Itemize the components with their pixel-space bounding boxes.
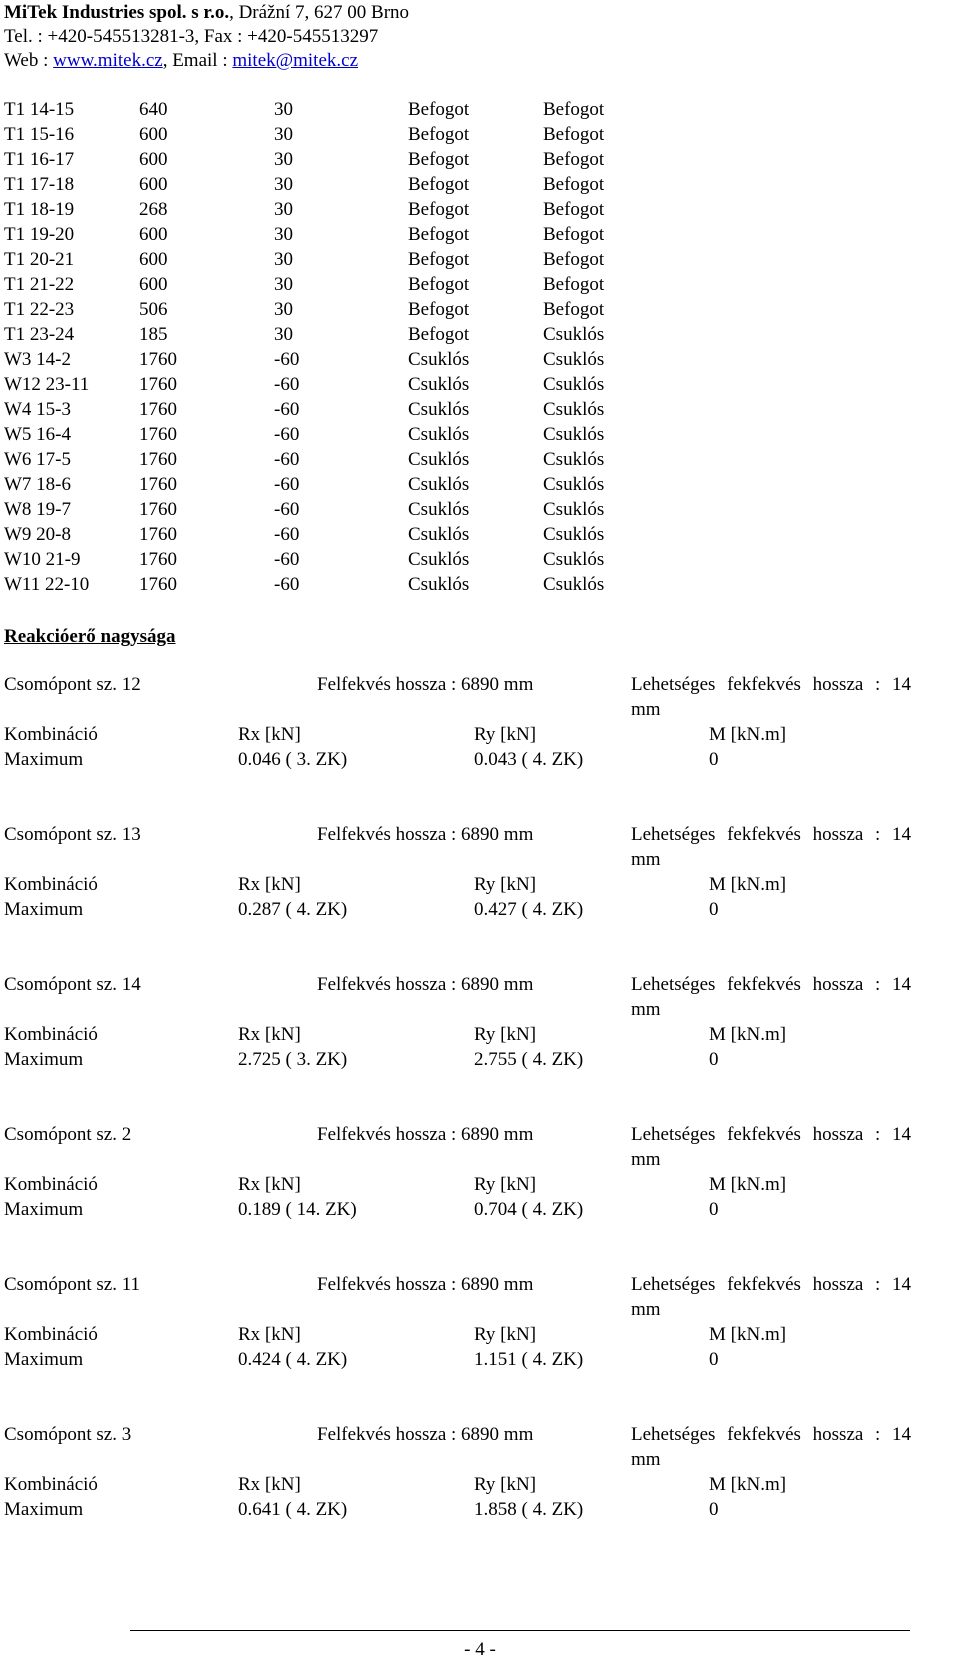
table-row	[4, 422, 704, 447]
m-value: 0	[709, 749, 719, 770]
reaction-header-row	[4, 722, 954, 747]
member-end-joint: Befogot	[543, 149, 605, 170]
combination-label: Maximum	[4, 1499, 84, 1520]
header-rx: Rx [kN]	[238, 1174, 301, 1195]
reaction-header-row	[4, 872, 954, 897]
header-m: M [kN.m]	[709, 1324, 787, 1345]
table-row	[4, 522, 704, 547]
member-end-joint: Befogot	[543, 274, 605, 295]
member-name: W4 15-3	[4, 399, 72, 420]
member-name: T1 18-19	[4, 199, 75, 220]
member-angle: 30	[274, 149, 293, 170]
member-end-joint: Csuklós	[543, 574, 605, 595]
table-row	[4, 197, 704, 222]
reaction-value-row	[4, 1197, 954, 1222]
node-info-line	[4, 1122, 954, 1172]
member-start-joint: Csuklós	[408, 449, 470, 470]
member-start-joint: Befogot	[408, 324, 470, 345]
member-start-joint: Csuklós	[408, 374, 470, 395]
m-value: 0	[709, 899, 719, 920]
table-row	[4, 97, 704, 122]
bearing-length: Felfekvés hossza : 6890 mm	[317, 1274, 534, 1295]
node-name: Csomópont sz. 12	[4, 674, 141, 695]
page-number: - 4 -	[464, 1639, 496, 1660]
possible-bearing-length: Lehetséges fekfekvés hossza : 14 mm	[631, 674, 911, 720]
member-end-joint: Befogot	[543, 99, 605, 120]
member-end-joint: Befogot	[543, 249, 605, 270]
member-end-joint: Csuklós	[543, 374, 605, 395]
member-name: T1 23-24	[4, 324, 75, 345]
header-ry: Ry [kN]	[474, 1324, 537, 1345]
email-link[interactable]: mitek@mitek.cz	[232, 50, 359, 71]
ry-value: 1.151 ( 4. ZK)	[474, 1349, 584, 1370]
section-title: Reakcióerő nagysága	[4, 626, 176, 647]
m-value: 0	[709, 1349, 719, 1370]
member-name: W12 23-11	[4, 374, 90, 395]
member-name: W5 16-4	[4, 424, 72, 445]
table-row	[4, 472, 704, 497]
member-end-joint: Csuklós	[543, 424, 605, 445]
member-length: 1760	[139, 349, 177, 370]
member-start-joint: Befogot	[408, 249, 470, 270]
header-ry: Ry [kN]	[474, 1174, 537, 1195]
member-end-joint: Csuklós	[543, 324, 605, 345]
member-name: W7 18-6	[4, 474, 72, 495]
header-combination: Kombináció	[4, 874, 98, 895]
member-name: T1 14-15	[4, 99, 75, 120]
member-name: W6 17-5	[4, 449, 72, 470]
member-length: 185	[139, 324, 168, 345]
reaction-value-row	[4, 1497, 954, 1522]
member-name: T1 20-21	[4, 249, 75, 270]
header-m: M [kN.m]	[709, 1174, 787, 1195]
table-row	[4, 572, 704, 597]
member-length: 600	[139, 249, 168, 270]
header-ry: Ry [kN]	[474, 724, 537, 745]
header-ry: Ry [kN]	[474, 1024, 537, 1045]
table-row	[4, 222, 704, 247]
member-angle: -60	[274, 449, 300, 470]
reaction-value-row	[4, 747, 954, 772]
member-end-joint: Befogot	[543, 299, 605, 320]
member-start-joint: Csuklós	[408, 349, 470, 370]
member-angle: 30	[274, 249, 293, 270]
member-name: T1 17-18	[4, 174, 75, 195]
member-end-joint: Befogot	[543, 199, 605, 220]
m-value: 0	[709, 1499, 719, 1520]
company-line	[4, 0, 904, 24]
member-angle: 30	[274, 99, 293, 120]
member-name: T1 21-22	[4, 274, 75, 295]
member-end-joint: Csuklós	[543, 349, 605, 370]
table-row	[4, 272, 704, 297]
table-row	[4, 247, 704, 272]
possible-bearing-length: Lehetséges fekfekvés hossza : 14 mm	[631, 1424, 911, 1470]
node-reaction-block	[4, 1122, 954, 1272]
reaction-header-row	[4, 1322, 954, 1347]
member-angle: 30	[274, 174, 293, 195]
member-end-joint: Csuklós	[543, 449, 605, 470]
member-length: 1760	[139, 574, 177, 595]
member-length: 1760	[139, 399, 177, 420]
member-angle: -60	[274, 549, 300, 570]
node-info-line	[4, 822, 954, 872]
member-length: 600	[139, 174, 168, 195]
member-angle: -60	[274, 374, 300, 395]
header-rx: Rx [kN]	[238, 1474, 301, 1495]
member-length: 600	[139, 124, 168, 145]
bearing-length: Felfekvés hossza : 6890 mm	[317, 974, 534, 995]
table-row	[4, 322, 704, 347]
node-name: Csomópont sz. 2	[4, 1124, 132, 1145]
member-name: W9 20-8	[4, 524, 72, 545]
member-start-joint: Csuklós	[408, 524, 470, 545]
table-row	[4, 397, 704, 422]
possible-bearing-length: Lehetséges fekfekvés hossza : 14 mm	[631, 824, 911, 870]
header-combination: Kombináció	[4, 724, 98, 745]
letterhead	[4, 0, 904, 72]
table-row	[4, 547, 704, 572]
member-end-joint: Csuklós	[543, 499, 605, 520]
member-name: T1 19-20	[4, 224, 75, 245]
member-end-joint: Csuklós	[543, 474, 605, 495]
node-info-line	[4, 1272, 954, 1322]
member-end-joint: Csuklós	[543, 399, 605, 420]
member-length: 1760	[139, 549, 177, 570]
header-m: M [kN.m]	[709, 1024, 787, 1045]
member-length: 600	[139, 149, 168, 170]
m-value: 0	[709, 1199, 719, 1220]
node-info-line	[4, 972, 954, 1022]
table-row	[4, 172, 704, 197]
member-angle: -60	[274, 424, 300, 445]
member-start-joint: Csuklós	[408, 574, 470, 595]
member-name: T1 16-17	[4, 149, 75, 170]
rx-value: 0.046 ( 3. ZK)	[238, 749, 348, 770]
header-ry: Ry [kN]	[474, 1474, 537, 1495]
rx-value: 0.641 ( 4. ZK)	[238, 1499, 348, 1520]
combination-label: Maximum	[4, 749, 84, 770]
member-angle: -60	[274, 474, 300, 495]
member-length: 268	[139, 199, 168, 220]
member-name: T1 15-16	[4, 124, 75, 145]
member-angle: -60	[274, 499, 300, 520]
header-m: M [kN.m]	[709, 874, 787, 895]
reaction-value-row	[4, 897, 954, 922]
node-reaction-block	[4, 972, 954, 1122]
member-start-joint: Csuklós	[408, 399, 470, 420]
possible-bearing-length: Lehetséges fekfekvés hossza : 14 mm	[631, 1124, 911, 1170]
ry-value: 2.755 ( 4. ZK)	[474, 1049, 584, 1070]
company-address: , Drážní 7, 627 00 Brno	[229, 2, 410, 23]
member-end-joint: Befogot	[543, 224, 605, 245]
member-name: W11 22-10	[4, 574, 90, 595]
table-row	[4, 447, 704, 472]
member-start-joint: Csuklós	[408, 499, 470, 520]
rx-value: 0.424 ( 4. ZK)	[238, 1349, 348, 1370]
bearing-length: Felfekvés hossza : 6890 mm	[317, 824, 534, 845]
combination-label: Maximum	[4, 1199, 84, 1220]
member-end-joint: Befogot	[543, 124, 605, 145]
member-name: T1 22-23	[4, 299, 75, 320]
possible-bearing-length: Lehetséges fekfekvés hossza : 14 mm	[631, 1274, 911, 1320]
node-reaction-block	[4, 1422, 954, 1572]
reactions-list	[4, 672, 954, 1572]
table-row	[4, 122, 704, 147]
node-name: Csomópont sz. 14	[4, 974, 141, 995]
web-label: Web :	[4, 50, 54, 71]
rx-value: 0.189 ( 14. ZK)	[238, 1199, 357, 1220]
ry-value: 0.427 ( 4. ZK)	[474, 899, 584, 920]
node-name: Csomópont sz. 11	[4, 1274, 140, 1295]
reaction-value-row	[4, 1347, 954, 1372]
header-combination: Kombináció	[4, 1024, 98, 1045]
member-length: 506	[139, 299, 168, 320]
header-rx: Rx [kN]	[238, 724, 301, 745]
ry-value: 0.043 ( 4. ZK)	[474, 749, 584, 770]
header-m: M [kN.m]	[709, 724, 787, 745]
member-name: W10 21-9	[4, 549, 81, 570]
member-angle: 30	[274, 324, 293, 345]
member-end-joint: Csuklós	[543, 524, 605, 545]
combination-label: Maximum	[4, 1049, 84, 1070]
contact-line	[4, 48, 904, 72]
member-length: 1760	[139, 499, 177, 520]
website-link[interactable]: www.mitek.cz	[53, 50, 163, 71]
member-length: 640	[139, 99, 168, 120]
member-length: 600	[139, 224, 168, 245]
header-combination: Kombináció	[4, 1324, 98, 1345]
reaction-header-row	[4, 1472, 954, 1497]
ry-value: 0.704 ( 4. ZK)	[474, 1199, 584, 1220]
header-rx: Rx [kN]	[238, 874, 301, 895]
rx-value: 2.725 ( 3. ZK)	[238, 1049, 348, 1070]
members-table	[4, 97, 704, 597]
bearing-length: Felfekvés hossza : 6890 mm	[317, 1124, 534, 1145]
node-name: Csomópont sz. 3	[4, 1424, 132, 1445]
reaction-header-row	[4, 1022, 954, 1047]
header-m: M [kN.m]	[709, 1474, 787, 1495]
member-length: 1760	[139, 424, 177, 445]
member-start-joint: Befogot	[408, 224, 470, 245]
member-angle: -60	[274, 399, 300, 420]
node-info-line	[4, 1422, 954, 1472]
member-start-joint: Befogot	[408, 124, 470, 145]
header-combination: Kombináció	[4, 1174, 98, 1195]
node-reaction-block	[4, 1272, 954, 1422]
bearing-length: Felfekvés hossza : 6890 mm	[317, 1424, 534, 1445]
member-start-joint: Befogot	[408, 299, 470, 320]
member-angle: 30	[274, 199, 293, 220]
company-name: MiTek Industries spol. s r.o.	[4, 2, 230, 23]
reaction-header-row	[4, 1172, 954, 1197]
member-length: 1760	[139, 524, 177, 545]
node-reaction-block	[4, 672, 954, 822]
member-end-joint: Csuklós	[543, 549, 605, 570]
member-start-joint: Befogot	[408, 149, 470, 170]
member-angle: -60	[274, 524, 300, 545]
table-row	[4, 497, 704, 522]
node-name: Csomópont sz. 13	[4, 824, 141, 845]
ry-value: 1.858 ( 4. ZK)	[474, 1499, 584, 1520]
member-end-joint: Befogot	[543, 174, 605, 195]
phone-line: Tel. : +420-545513281-3, Fax : +420-545513297	[4, 26, 379, 47]
possible-bearing-length: Lehetséges fekfekvés hossza : 14 mm	[631, 974, 911, 1020]
member-start-joint: Csuklós	[408, 424, 470, 445]
combination-label: Maximum	[4, 1349, 84, 1370]
header-rx: Rx [kN]	[238, 1324, 301, 1345]
node-reaction-block	[4, 822, 954, 972]
header-combination: Kombináció	[4, 1474, 98, 1495]
member-name: W3 14-2	[4, 349, 72, 370]
header-ry: Ry [kN]	[474, 874, 537, 895]
member-length: 1760	[139, 374, 177, 395]
combination-label: Maximum	[4, 899, 84, 920]
member-start-joint: Befogot	[408, 99, 470, 120]
footer-divider	[130, 1630, 910, 1631]
member-start-joint: Csuklós	[408, 549, 470, 570]
member-angle: -60	[274, 349, 300, 370]
member-start-joint: Befogot	[408, 174, 470, 195]
header-rx: Rx [kN]	[238, 1024, 301, 1045]
reaction-value-row	[4, 1047, 954, 1072]
node-info-line	[4, 672, 954, 722]
member-angle: 30	[274, 299, 293, 320]
member-length: 1760	[139, 449, 177, 470]
member-start-joint: Befogot	[408, 199, 470, 220]
email-label: , Email :	[162, 50, 233, 71]
member-length: 1760	[139, 474, 177, 495]
bearing-length: Felfekvés hossza : 6890 mm	[317, 674, 534, 695]
member-angle: -60	[274, 574, 300, 595]
table-row	[4, 347, 704, 372]
member-angle: 30	[274, 224, 293, 245]
table-row	[4, 372, 704, 397]
member-start-joint: Csuklós	[408, 474, 470, 495]
m-value: 0	[709, 1049, 719, 1070]
table-row	[4, 297, 704, 322]
member-angle: 30	[274, 274, 293, 295]
table-row	[4, 147, 704, 172]
member-name: W8 19-7	[4, 499, 72, 520]
member-angle: 30	[274, 124, 293, 145]
member-start-joint: Befogot	[408, 274, 470, 295]
member-length: 600	[139, 274, 168, 295]
rx-value: 0.287 ( 4. ZK)	[238, 899, 348, 920]
